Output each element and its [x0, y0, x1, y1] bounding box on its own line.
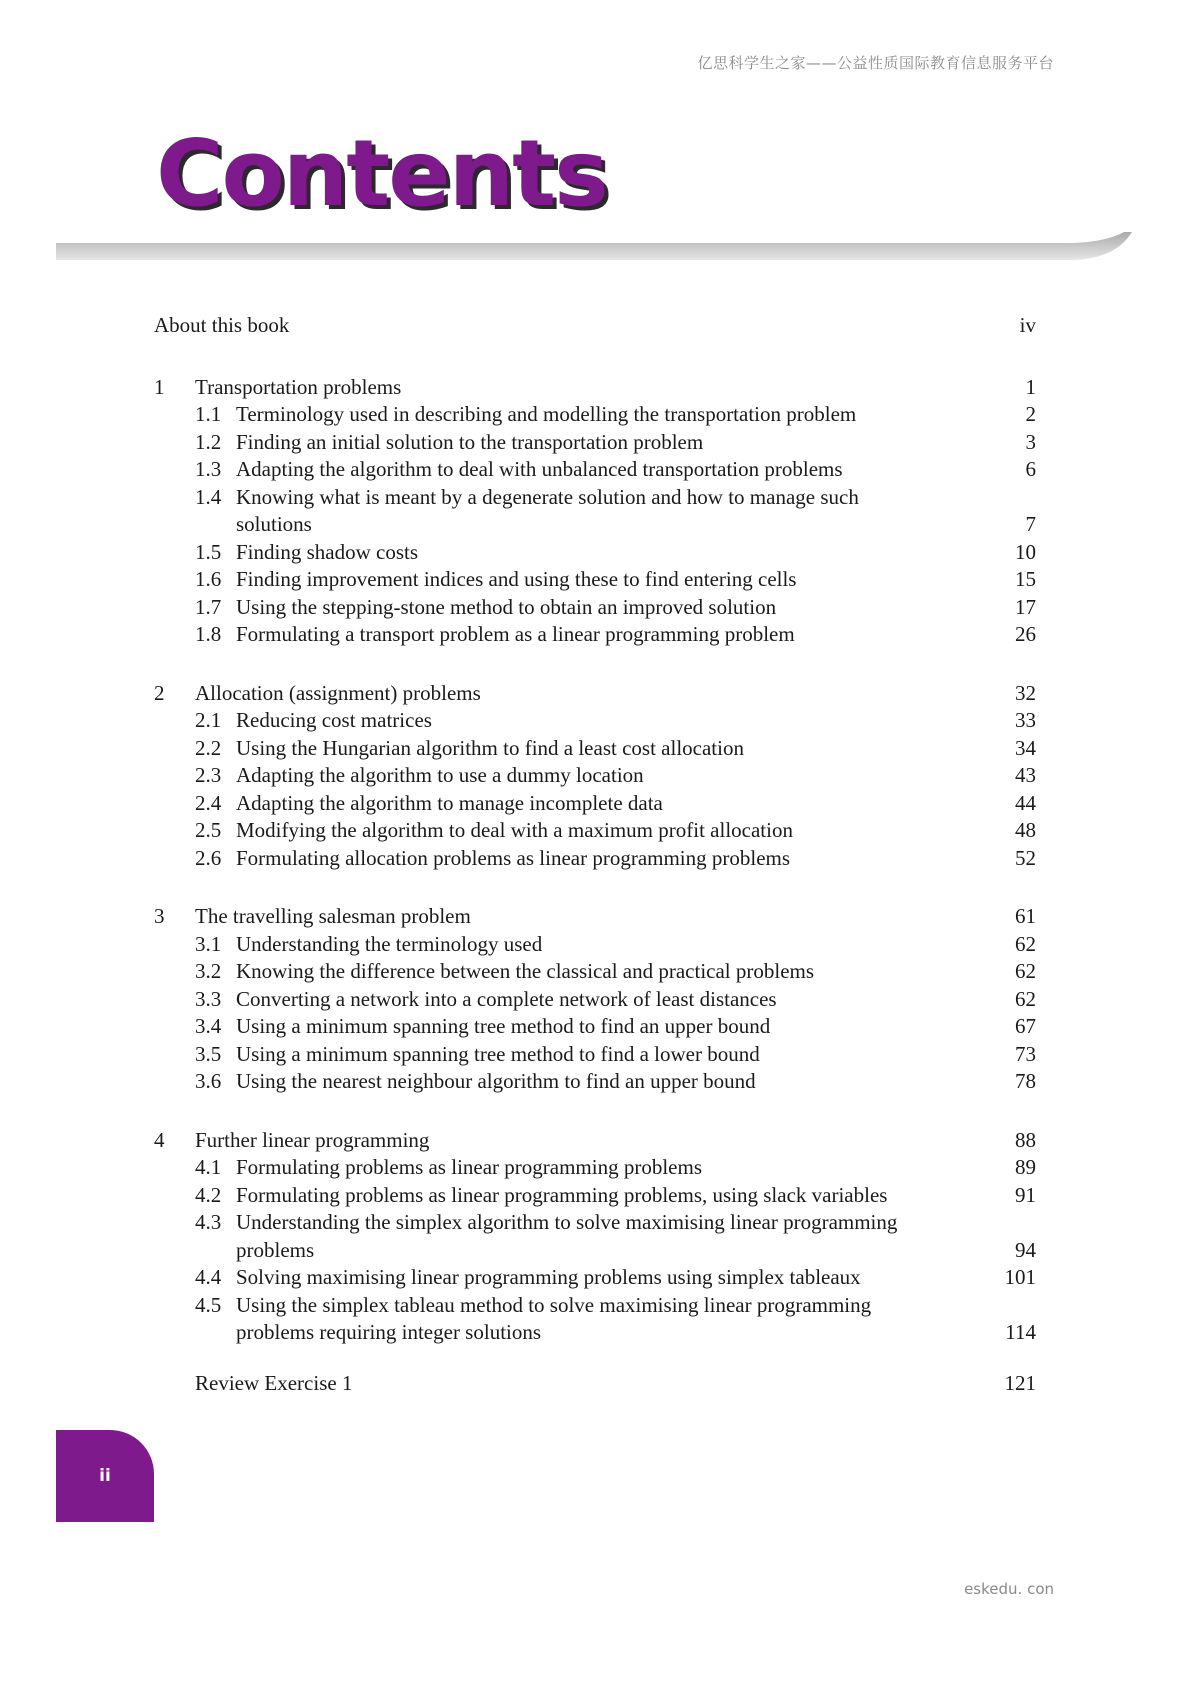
section-title-line: Adapting the algorithm to manage incomplete data — [236, 790, 663, 815]
section-title-line: Reducing cost matrices — [236, 708, 432, 732]
section-title-line: Using a minimum spanning tree method to find a lower bound — [236, 1041, 760, 1066]
chapter-number: 2 — [154, 680, 165, 705]
section-number: 1.2 — [195, 429, 222, 454]
section-number: 2.2 — [195, 735, 222, 760]
section-title-line: Finding an initial solution to the transportation problem — [236, 429, 704, 454]
section-page: 26 — [1015, 622, 1036, 646]
toc-section-row[interactable] — [154, 429, 1036, 457]
section-title-line: Adapting the algorithm to use a dummy location — [236, 763, 644, 787]
title-divider — [56, 232, 1136, 262]
toc-section-row[interactable] — [154, 456, 1036, 484]
table-of-contents — [154, 312, 1036, 1397]
section-title-line: Understanding the simplex algorithm to solve maximising linear programming — [236, 1210, 898, 1234]
footer-watermark: eskedu. con — [964, 1580, 1054, 1598]
section-page: 62 — [1015, 959, 1036, 983]
toc-review-page: 121 — [1004, 1370, 1036, 1395]
toc-section-row — [154, 1237, 1036, 1265]
toc-section-row[interactable] — [154, 1264, 1036, 1292]
section-number: 3.2 — [195, 959, 222, 983]
section-title-line: Finding shadow costs — [236, 539, 419, 564]
toc-review-row[interactable] — [154, 1370, 1036, 1398]
chapter-title: Allocation (assignment) problems — [195, 680, 481, 705]
toc-chapters — [154, 374, 1036, 1347]
section-page: 33 — [1015, 708, 1036, 732]
section-page: 114 — [1005, 1320, 1036, 1344]
chapter-page: 32 — [1015, 680, 1036, 705]
toc-section-row[interactable] — [154, 790, 1036, 818]
section-page: 67 — [1015, 1014, 1036, 1038]
section-title-line: Formulating problems as linear programming problems, using slack variables — [236, 1182, 888, 1207]
toc-section-row[interactable] — [154, 1292, 1036, 1320]
toc-section-row — [154, 511, 1036, 539]
section-number: 2.3 — [195, 763, 222, 787]
section-page: 73 — [1015, 1041, 1036, 1066]
page-number-tab: ii — [56, 1430, 154, 1522]
section-title-line: Using the simplex tableau method to solve maximising linear programming — [236, 1292, 872, 1317]
toc-section-row[interactable] — [154, 1041, 1036, 1069]
toc-section-row[interactable] — [154, 845, 1036, 873]
section-title-line: Formulating allocation problems as linear programming problems — [236, 845, 791, 870]
toc-review-text: Review Exercise 1 — [195, 1370, 353, 1395]
toc-section-row[interactable] — [154, 1182, 1036, 1210]
toc-section-row[interactable] — [154, 817, 1036, 845]
section-number: 1.3 — [195, 457, 222, 481]
section-title-line: Using a minimum spanning tree method to find an upper bound — [236, 1014, 771, 1038]
section-page: 43 — [1015, 763, 1036, 787]
toc-about-page: iv — [1019, 313, 1036, 337]
chapter-page: 88 — [1015, 1127, 1036, 1152]
section-page: 6 — [1025, 457, 1036, 481]
section-number: 1.6 — [195, 567, 222, 591]
section-title-line: solutions — [236, 512, 312, 536]
toc-about-text: About this book — [154, 313, 290, 337]
section-title-line: Understanding the terminology used — [236, 931, 543, 956]
section-title-line: problems — [236, 1237, 315, 1262]
toc-section-row[interactable] — [154, 594, 1036, 622]
page-title: Contents — [156, 120, 607, 227]
section-number: 4.4 — [195, 1265, 222, 1289]
section-page: 89 — [1015, 1155, 1036, 1179]
chapter-title: Transportation problems — [195, 374, 402, 399]
toc-chapter-row[interactable] — [154, 374, 1036, 402]
section-number: 3.4 — [195, 1014, 222, 1038]
section-title-line: Adapting the algorithm to deal with unbalanced transportation problems — [236, 457, 843, 481]
chapter-title: Further linear programming — [195, 1127, 430, 1152]
section-number: 1.8 — [195, 622, 222, 646]
header-watermark: 亿思科学生之家——公益性质国际教育信息服务平台 — [697, 54, 1054, 72]
chapter-page: 61 — [1015, 904, 1036, 928]
section-page: 62 — [1015, 986, 1036, 1011]
section-number: 1.5 — [195, 539, 222, 564]
section-page: 15 — [1015, 567, 1036, 591]
chapter-page: 1 — [1025, 374, 1036, 399]
section-number: 2.6 — [195, 845, 222, 870]
section-page: 48 — [1015, 818, 1036, 842]
toc-section-row[interactable] — [154, 986, 1036, 1014]
toc-section-row[interactable] — [154, 539, 1036, 567]
toc-section-row[interactable] — [154, 707, 1036, 735]
toc-chapter-row[interactable] — [154, 680, 1036, 708]
chapter-number: 4 — [154, 1127, 165, 1152]
section-title-line: Solving maximising linear programming problems using simplex tableaux — [236, 1265, 861, 1289]
toc-section-row[interactable] — [154, 931, 1036, 959]
section-page: 101 — [1004, 1265, 1036, 1289]
section-page: 10 — [1015, 539, 1036, 564]
toc-about-row[interactable] — [154, 312, 1036, 340]
section-number: 4.3 — [195, 1210, 222, 1234]
section-title-line: Using the Hungarian algorithm to find a least cost allocation — [236, 735, 744, 760]
section-number: 1.4 — [195, 484, 222, 509]
toc-chapter-row[interactable] — [154, 1127, 1036, 1155]
section-title-line: Modifying the algorithm to deal with a maximum profit allocation — [236, 818, 793, 842]
toc-chapter-row[interactable] — [154, 903, 1036, 931]
section-number: 2.5 — [195, 818, 222, 842]
toc-section-row[interactable] — [154, 1154, 1036, 1182]
section-title-line: Formulating a transport problem as a linear programming problem — [236, 622, 795, 646]
section-page: 3 — [1025, 429, 1036, 454]
toc-section-row[interactable] — [154, 1068, 1036, 1096]
toc-section-row[interactable] — [154, 735, 1036, 763]
section-number: 1.1 — [195, 402, 222, 426]
toc-section-row[interactable] — [154, 1013, 1036, 1041]
section-title-line: problems requiring integer solutions — [236, 1320, 542, 1344]
section-title-line: Using the nearest neighbour algorithm to find an upper bound — [236, 1069, 756, 1093]
section-number: 1.7 — [195, 594, 222, 619]
section-page: 17 — [1015, 594, 1036, 619]
toc-section-row[interactable] — [154, 958, 1036, 986]
section-page: 52 — [1015, 845, 1036, 870]
toc-section-row[interactable] — [154, 484, 1036, 512]
toc-section-row[interactable] — [154, 401, 1036, 429]
section-number: 2.1 — [195, 708, 222, 732]
section-number: 3.5 — [195, 1041, 222, 1066]
chapter-number: 1 — [154, 374, 165, 399]
chapter-number: 3 — [154, 904, 165, 928]
section-number: 3.3 — [195, 986, 222, 1011]
section-page: 7 — [1025, 512, 1036, 536]
section-page: 62 — [1015, 931, 1036, 956]
toc-section-row[interactable] — [154, 621, 1036, 649]
section-title-line: Formulating problems as linear programming problems — [236, 1155, 702, 1179]
toc-section-row[interactable] — [154, 1209, 1036, 1237]
section-title-line: Finding improvement indices and using these to find entering cells — [236, 567, 797, 591]
section-number: 3.6 — [195, 1069, 222, 1093]
section-page: 91 — [1015, 1182, 1036, 1207]
toc-section-row — [154, 1319, 1036, 1347]
section-page: 78 — [1015, 1069, 1036, 1093]
section-page: 44 — [1015, 790, 1036, 815]
section-number: 4.1 — [195, 1155, 222, 1179]
section-title-line: Terminology used in describing and modelling the transportation problem — [236, 402, 857, 426]
section-page: 2 — [1025, 402, 1036, 426]
section-number: 2.4 — [195, 790, 222, 815]
section-number: 3.1 — [195, 931, 222, 956]
section-title-line: Knowing what is meant by a degenerate solution and how to manage such — [236, 484, 859, 509]
section-title-line: Using the stepping-stone method to obtain an improved solution — [236, 594, 777, 619]
section-title-line: Knowing the difference between the classical and practical problems — [236, 959, 815, 983]
section-page: 94 — [1015, 1237, 1036, 1262]
chapter-title: The travelling salesman problem — [195, 904, 471, 928]
section-number: 4.2 — [195, 1182, 222, 1207]
section-page: 34 — [1015, 735, 1036, 760]
toc-section-row[interactable] — [154, 566, 1036, 594]
toc-section-row[interactable] — [154, 762, 1036, 790]
section-title-line: Converting a network into a complete network of least distances — [236, 986, 777, 1011]
section-number: 4.5 — [195, 1292, 222, 1317]
